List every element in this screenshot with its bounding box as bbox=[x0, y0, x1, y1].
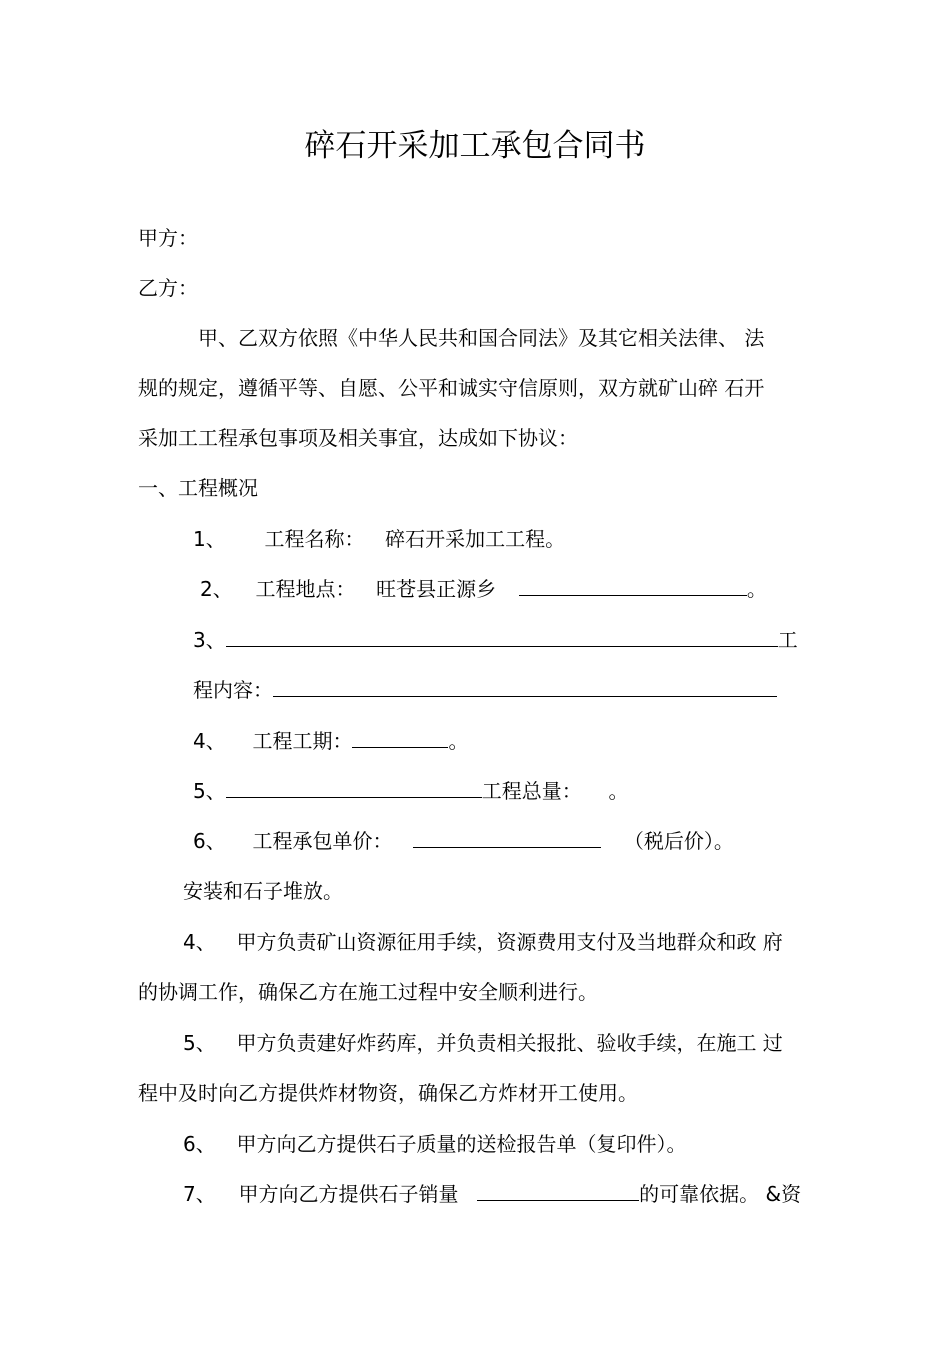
item-value: 旺苍县正源乡 bbox=[376, 577, 497, 601]
overview-item-5 bbox=[193, 779, 628, 803]
item-end: （税后价）。 bbox=[623, 829, 734, 853]
item-text: 甲方向乙方提供石子质量的送检报告单（复印件）。 bbox=[236, 1132, 687, 1156]
overview-item-1 bbox=[193, 527, 565, 551]
item-end: 。 bbox=[608, 779, 629, 803]
item-end: 工 bbox=[777, 628, 798, 652]
party-a-label: 甲方： bbox=[138, 226, 198, 250]
party-b-label: 乙方： bbox=[138, 276, 198, 300]
item-end: 。 bbox=[448, 729, 469, 753]
item-number: 3、 bbox=[193, 628, 226, 652]
content-blank-field[interactable] bbox=[273, 678, 777, 697]
location-blank-field[interactable] bbox=[519, 577, 747, 596]
overview-item-6 bbox=[193, 829, 734, 853]
preamble-line-3: 采加工工程承包事项及相关事宜，达成如下协议： bbox=[138, 426, 578, 450]
preamble-line-1: 甲、乙双方依照《中华人民共和国合同法》及其它相关法律、 法 bbox=[198, 326, 765, 350]
section-heading: 一、工程概况 bbox=[138, 476, 258, 500]
item-text: 甲方负责矿山资源征用手续，资源费用支付及当地群众和政 府 bbox=[236, 930, 783, 954]
unit-price-blank-field[interactable] bbox=[413, 829, 601, 848]
item-number: 1、 bbox=[193, 527, 226, 551]
item-number: 6、 bbox=[183, 1132, 216, 1156]
item-label: 工程名称： bbox=[264, 527, 365, 551]
project-blank-field[interactable] bbox=[226, 628, 778, 647]
overview-item-2 bbox=[200, 577, 767, 601]
item-text: 甲方负责建好炸药库，并负责相关报批、验收手续，在施工 过 bbox=[236, 1031, 783, 1055]
obligation-5-line-1 bbox=[183, 1031, 783, 1055]
obligation-7-line-1 bbox=[183, 1182, 801, 1206]
item-number: 7、 bbox=[183, 1182, 216, 1206]
item-text-end: 的可靠依据。 &资 bbox=[639, 1182, 802, 1206]
obligation-5-line-2: 程中及时向乙方提供炸材物资，确保乙方炸材开工使用。 bbox=[138, 1081, 638, 1105]
item-label: 工程承包单价： bbox=[252, 829, 393, 853]
overview-item-4 bbox=[193, 729, 468, 753]
overview-item-3-continued bbox=[193, 678, 777, 702]
item-number: 5、 bbox=[193, 779, 226, 803]
item-label: 工程工期： bbox=[252, 729, 353, 753]
item-number: 4、 bbox=[193, 729, 226, 753]
item-value: 碎石开采加工工程。 bbox=[385, 527, 566, 551]
item-number: 2、 bbox=[200, 577, 233, 601]
item-label: 程内容： bbox=[193, 678, 273, 702]
obligation-6-line-1 bbox=[183, 1132, 686, 1156]
item-end: 。 bbox=[746, 577, 767, 601]
obligation-4-line-1 bbox=[183, 930, 783, 954]
item-label: 工程总量： bbox=[481, 779, 582, 803]
item-number: 5、 bbox=[183, 1031, 216, 1055]
sales-volume-blank-field[interactable] bbox=[477, 1182, 639, 1201]
item-number: 4、 bbox=[183, 930, 216, 954]
document-title: 碎石开采加工承包合同书 bbox=[304, 128, 646, 164]
duration-blank-field[interactable] bbox=[352, 729, 448, 748]
obligation-4-line-2: 的协调工作，确保乙方在施工过程中安全顺利进行。 bbox=[138, 980, 598, 1004]
install-line: 安装和石子堆放。 bbox=[183, 879, 343, 903]
preamble-line-2: 规的规定，遵循平等、自愿、公平和诚实守信原则，双方就矿山碎 石开 bbox=[138, 376, 765, 400]
volume-blank-field[interactable] bbox=[226, 779, 482, 798]
item-number: 6、 bbox=[193, 829, 226, 853]
overview-item-3 bbox=[193, 628, 798, 652]
item-text: 甲方向乙方提供石子销量 bbox=[238, 1182, 459, 1206]
item-label: 工程地点： bbox=[255, 577, 356, 601]
